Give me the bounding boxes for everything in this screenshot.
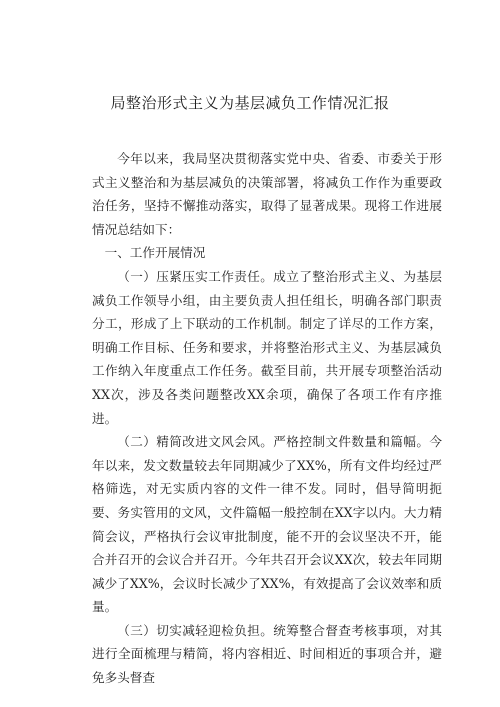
section-heading: 一、工作开展情况: [104, 245, 206, 261]
document-title: 局整治形式主义为基层减负工作情况汇报: [110, 94, 390, 112]
paragraph-writing-meeting-style: （二）精简改进文风会风。严格控制文件数量和篇幅。今年以来，发文数量较去年同期减少了XX%，所有文件均经过严格筛选，对无实质内容的文件一律不发。同时，倡导简明扼要、务实管用的文风，文件篇幅一般控制在XX字以内。大力精简会议，严格执行会议审批制度，能不开的会议坚决不开，能合并召开的会议合并召开。今年共召开会议XX次，较去年同期减少了XX%，会议时长减少了XX%，有效提高了会议效率和质量。: [92, 434, 442, 615]
intro-paragraph: 今年以来，我局坚决贯彻落实党中央、省委、市委关于形式主义整治和为基层减负的决策部署，将减负工作作为重要政治任务，坚持不懈推动落实，取得了显著成果。现将工作进展情况总结如下：: [92, 151, 442, 237]
document-body: [92, 147, 442, 690]
paragraph-responsibility: （一）压紧压实工作责任。成立了整治形式主义、为基层减负工作领导小组，由主要负责人担任组长，明确各部门职责分工，形成了上下联动的工作机制。制定了详尽的工作方案，明确工作目标、任务和要求，并将整治形式主义、为基层减负工作纳入年度重点工作任务。截至目前，共开展专项整治活动XX次，涉及各类问题整改XX余项，确保了各项工作有序推进。: [92, 268, 442, 426]
paragraph-inspection-burden: （三）切实减轻迎检负担。统筹整合督查考核事项，对其进行全面梳理与精简，将内容相近、时间相近的事项合并，避免多头督查: [92, 622, 442, 686]
